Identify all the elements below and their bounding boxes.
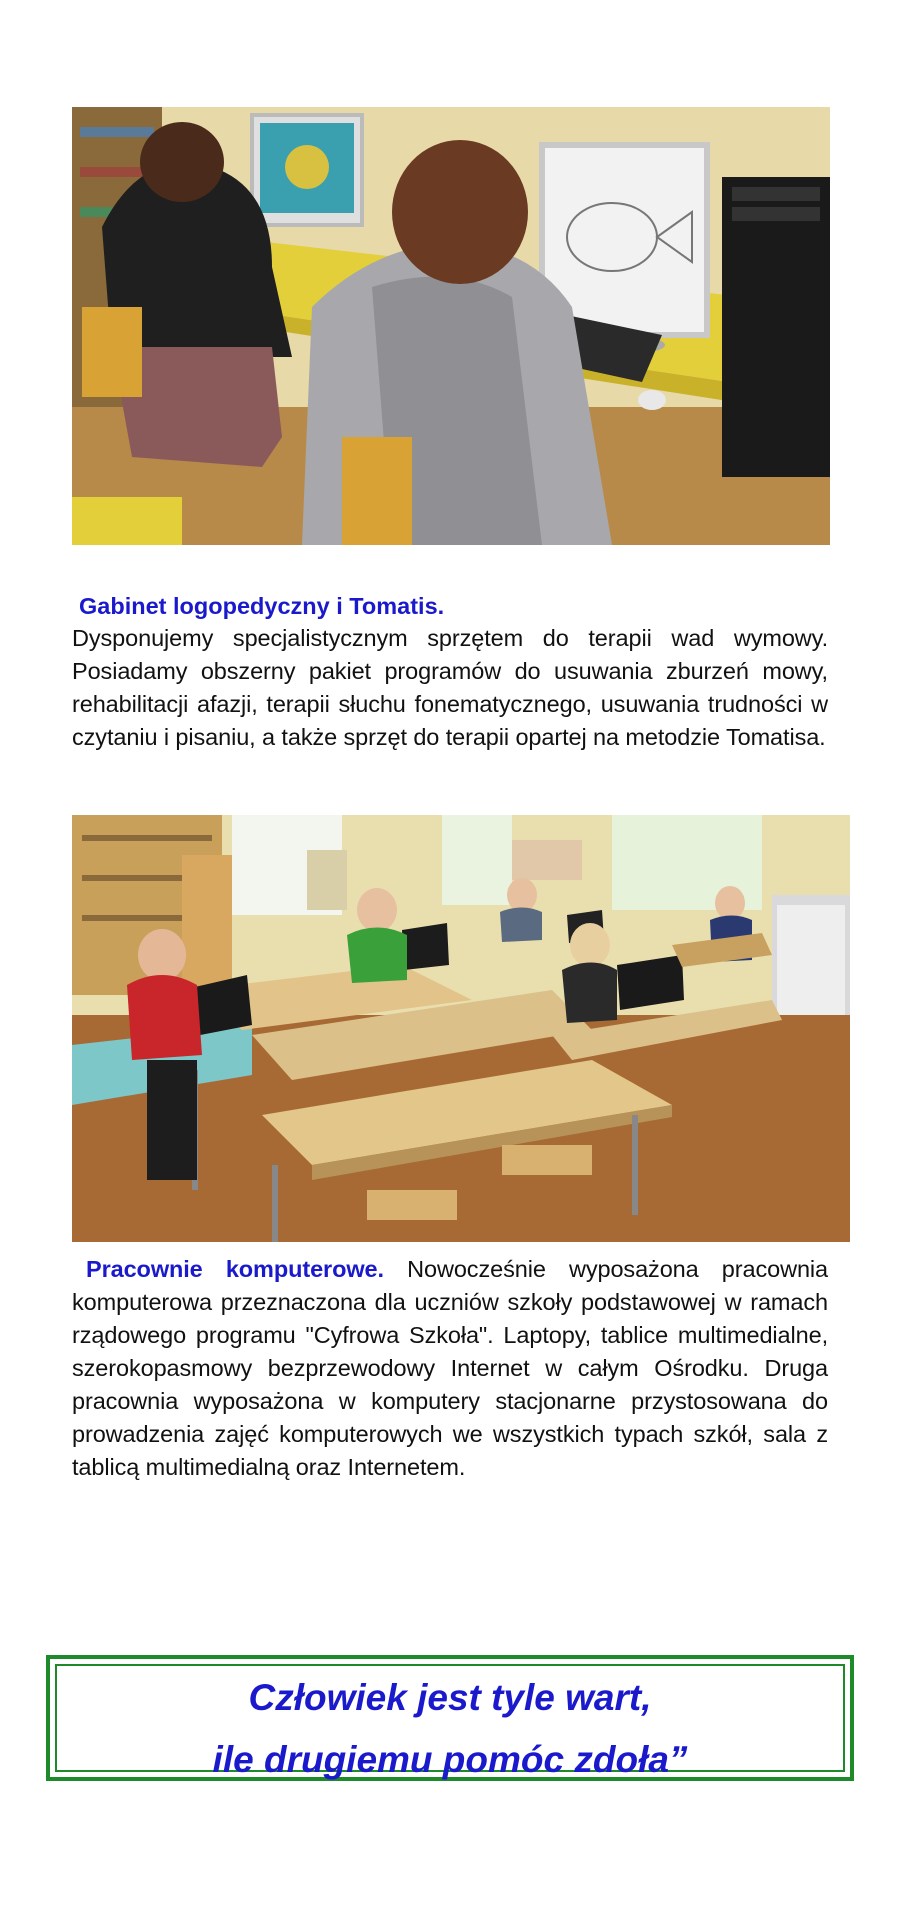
section-text-computer-labs: Nowocześnie wyposażona pracownia komputerowa przeznaczona dla uczniów szkoły podstawowej w ramach rządowego programu "Cyfrowa Szkoła". Laptopy, tablice multimedialne, szerokopasmowy bezprzewodowy Internet w całym Ośrodku. Druga pracownia wyposażona w komputery stacjonarne przystosowana do prowadzenia zajęć komputerowych we wszystkich typach szkół, sala z tablicą multimedialną oraz Internetem. — [72, 1256, 828, 1480]
quote-line-1: Człowiek jest tyle wart, — [248, 1677, 652, 1718]
quote-line-2: ile drugiemu pomóc zdoła” — [212, 1739, 688, 1780]
quote-inner-frame — [55, 1664, 845, 1780]
therapy-room-photo — [72, 107, 830, 545]
section-body-computer-labs — [72, 1253, 828, 1484]
computer-lab-photo — [72, 815, 850, 1242]
section-body-speech-therapy: Dysponujemy specjalistycznym sprzętem do terapii wad wymowy. Posiadamy obszerny pakiet programów do usuwania zburzeń mowy, rehabilitacji afazji, terapii słuchu fonematycznego, usuwania trudności w czytaniu i pisaniu, a także sprzęt do terapii opartej na metodzie Tomatisa. — [72, 625, 828, 750]
quote-frame — [46, 1655, 854, 1781]
section-title-speech-therapy: Gabinet logopedyczny i Tomatis. — [79, 593, 445, 619]
section-title-computer-labs: Pracownie komputerowe. — [86, 1256, 384, 1282]
